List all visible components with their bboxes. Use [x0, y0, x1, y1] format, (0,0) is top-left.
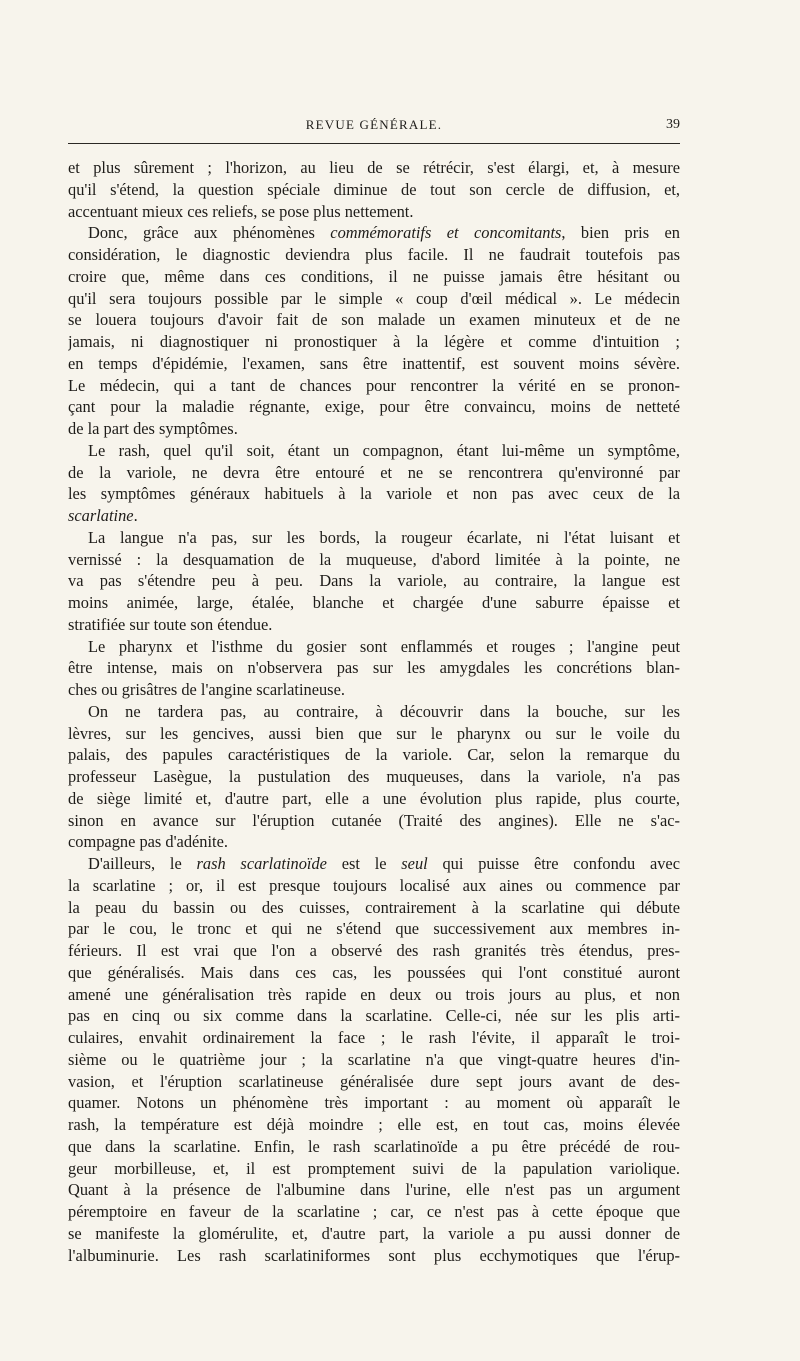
text-run: rash, la température est déjà moindre ; elle est, en tout cas, moins élevée	[68, 1115, 680, 1134]
text-run: .	[133, 506, 138, 525]
text-run: ches ou grisâtres de l'angine scarlatineuse.	[68, 680, 345, 699]
text-line	[68, 288, 680, 310]
text-run: de la part des symptômes.	[68, 419, 238, 438]
text-run: se louera toujours d'avoir fait de son malade un examen minuteux et de ne	[68, 310, 680, 330]
text-run: en temps d'épidémie, l'examen, sans être inattentif, est souvent moins sévère.	[68, 353, 680, 373]
text-run: vernissé : la desquamation de la muqueuse, d'abord limitée à la pointe, ne	[68, 549, 680, 569]
text-run: se manifeste la glomérulite, et, d'autre part, la variole a pu aussi donner de	[68, 1223, 680, 1243]
text-run: geur morbilleuse, et, il est promptement suivi de la papulation variolique.	[68, 1158, 680, 1178]
text-line	[68, 788, 680, 810]
text-line	[68, 353, 680, 375]
header-rule	[68, 143, 680, 144]
text-line	[68, 1049, 680, 1071]
text-line	[68, 1201, 680, 1223]
text-run: Le médecin, qui a tant de chances pour rencontrer la vérité en se pronon-	[68, 375, 680, 395]
text-run: sième ou le quatrième jour ; la scarlatine n'a que vingt-quatre heures d'in-	[68, 1049, 680, 1069]
text-line	[68, 505, 680, 527]
text-run: que généralisés. Mais dans ces cas, les poussées qui l'ont constitué auront	[68, 962, 680, 982]
text-run: considération, le diagnostic deviendra plus facile. Il ne faudrait toutefois pas	[68, 245, 680, 264]
text-run: amené une généralisation très rapide en deux ou trois jours au plus, et non	[68, 984, 680, 1004]
text-run: va pas s'étendre peu à peu. Dans la variole, au contraire, la langue est	[68, 571, 680, 591]
text-run: çant pour la maladie régnante, exige, pour être convaincu, moins de netteté	[68, 397, 680, 417]
italic-run: scarlatine	[68, 506, 134, 525]
text-line	[68, 1027, 680, 1049]
text-run: férieurs. Il est vrai que l'on a observé des rash granités très étendus, pres-	[68, 941, 680, 960]
text-run: quamer. Notons un phénomène très important : au moment où apparaît le	[68, 1093, 680, 1113]
page-number: 39	[666, 117, 680, 132]
text-line	[68, 1179, 680, 1201]
text-line	[68, 418, 680, 440]
text-run: de la variole, ne devra être entouré et ne se rencontrera qu'environné par	[68, 462, 680, 482]
text-line	[68, 1005, 680, 1027]
italic-run: commémoratifs et concomitants	[330, 223, 562, 243]
text-run: La langue n'a pas, sur les bords, la rougeur écarlate, ni l'état luisant et	[88, 527, 680, 547]
text-line	[68, 744, 680, 766]
text-line	[68, 1223, 680, 1245]
text-line	[68, 918, 680, 940]
text-run: qu'il s'étend, la question spéciale diminue de tout son cercle de diffusion, et,	[68, 179, 680, 199]
text-run: On ne tardera pas, au contraire, à découvrir dans la bouche, sur les	[88, 701, 680, 721]
text-run: accentuant mieux ces reliefs, se pose plus nettement.	[68, 201, 414, 221]
text-line	[68, 831, 680, 853]
text-line	[68, 962, 680, 984]
text-line	[68, 179, 680, 201]
text-line	[68, 396, 680, 418]
text-run: que dans la scarlatine. Enfin, le rash scarlatinoïde a pu être précédé de rou-	[68, 1136, 680, 1156]
text-run: la scarlatine ; or, il est presque toujours localisé aux aines ou commence par	[68, 875, 680, 895]
text-run: D'ailleurs, le	[88, 854, 197, 873]
text-run: culaires, envahit ordinairement la face ; le rash l'évite, il apparaît le troi-	[68, 1028, 680, 1047]
text-run: qui puisse être confondu avec	[427, 854, 680, 873]
body-text	[68, 157, 680, 1266]
text-line	[68, 157, 680, 179]
text-run: jamais, ni diagnostiquer ni pronostiquer à la légère et comme d'intuition ;	[68, 332, 680, 351]
text-run: stratifiée sur toute son étendue.	[68, 614, 273, 634]
text-line	[68, 483, 680, 505]
text-line	[68, 527, 680, 549]
text-run: pas en cinq ou six comme dans la scarlatine. Celle-ci, née sur les plis arti-	[68, 1006, 680, 1026]
text-line	[68, 1114, 680, 1136]
text-line	[68, 810, 680, 832]
text-run: être intense, mais on n'observera pas sur les amygdales les concrétions blan-	[68, 658, 680, 678]
text-run: et plus sûrement ; l'horizon, au lieu de se rétrécir, s'est élargi, et, à mesure	[68, 158, 680, 177]
text-line	[68, 723, 680, 745]
text-run: de siège limité et, d'autre part, elle a une évolution plus rapide, plus courte,	[68, 788, 680, 808]
text-run: Le pharynx et l'isthme du gosier sont enflammés et rouges ; l'angine peut	[88, 636, 680, 656]
text-line	[68, 636, 680, 658]
italic-run: rash scarlatinoïde	[196, 854, 327, 873]
text-run: Quant à la présence de l'albumine dans l'urine, elle n'est pas un argument	[68, 1180, 680, 1200]
text-run: est le	[326, 854, 402, 873]
text-run: , bien pris en	[561, 223, 680, 243]
text-line	[68, 375, 680, 397]
running-head	[68, 117, 680, 137]
text-line	[68, 570, 680, 592]
text-line	[68, 440, 680, 462]
text-line	[68, 614, 680, 636]
text-run: vasion, et l'éruption scarlatineuse généralisée dure sept jours avant de des-	[68, 1071, 680, 1091]
text-line	[68, 309, 680, 331]
text-line	[68, 1158, 680, 1180]
text-run: péremptoire en faveur de la scarlatine ; car, ce n'est pas à cette époque que	[68, 1202, 680, 1221]
text-line	[68, 1071, 680, 1093]
text-line	[68, 462, 680, 484]
text-line	[68, 201, 680, 223]
text-run: compagne pas d'adénite.	[68, 832, 228, 852]
text-line	[68, 940, 680, 962]
text-line	[68, 1245, 680, 1267]
text-line	[68, 701, 680, 723]
text-run: Donc, grâce aux phénomènes	[88, 223, 331, 243]
text-line	[68, 331, 680, 353]
text-line	[68, 984, 680, 1006]
text-run: croire que, même dans ces conditions, il ne puisse jamais être hésitant ou	[68, 266, 680, 286]
text-line	[68, 897, 680, 919]
text-run: par le cou, le tronc et qui ne s'étend que successivement aux membres in-	[68, 919, 680, 939]
text-line	[68, 853, 680, 875]
italic-run: seul	[401, 854, 428, 873]
text-run: professeur Lasègue, la pustulation des muqueuses, dans la variole, n'a pas	[68, 767, 680, 786]
text-run: palais, des papules caractéristiques de la variole. Car, selon la remarque du	[68, 745, 680, 765]
text-run: Le rash, quel qu'il soit, étant un compagnon, étant lui-même un symptôme,	[88, 440, 680, 460]
text-run: la peau du bassin ou des cuisses, contrairement à la scarlatine qui débute	[68, 897, 680, 917]
text-line	[68, 592, 680, 614]
text-run: l'albuminurie. Les rash scarlatiniformes sont plus ecchymotiques que l'érup-	[68, 1245, 680, 1265]
text-run: moins animée, large, étalée, blanche et chargée d'une saburre épaisse et	[68, 593, 680, 612]
text-line	[68, 244, 680, 266]
text-line	[68, 875, 680, 897]
text-line	[68, 222, 680, 244]
text-run: lèvres, sur les gencives, aussi bien que sur le pharynx ou sur le voile du	[68, 723, 680, 743]
running-title: REVUE GÉNÉRALE.	[305, 117, 443, 132]
text-run: les symptômes généraux habituels à la variole et non pas avec ceux de la	[68, 484, 680, 504]
text-line	[68, 1136, 680, 1158]
text-line	[68, 679, 680, 701]
text-line	[68, 549, 680, 571]
text-line	[68, 1092, 680, 1114]
text-line	[68, 657, 680, 679]
text-run: sinon en avance sur l'éruption cutanée (Traité des angines). Elle ne s'ac-	[68, 810, 680, 830]
text-line	[68, 266, 680, 288]
text-line	[68, 766, 680, 788]
text-run: qu'il sera toujours possible par le simple « coup d'œil médical ». Le médecin	[68, 288, 680, 308]
